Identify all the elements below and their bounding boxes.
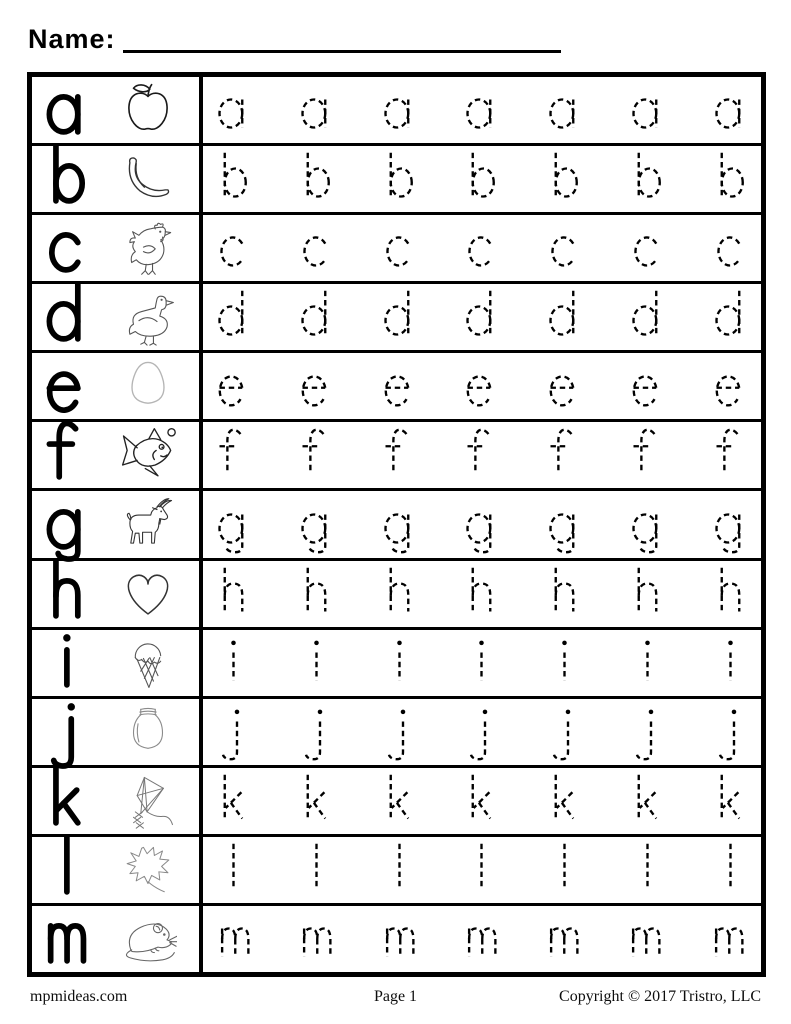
trace-letter-j bbox=[547, 704, 582, 760]
picture-wrap bbox=[96, 841, 199, 899]
trace-letter-d bbox=[547, 289, 582, 345]
solid-letter-wrap bbox=[38, 490, 96, 560]
trace-letter-m bbox=[545, 911, 584, 967]
trace-cell-e bbox=[203, 353, 761, 419]
chicken-icon bbox=[119, 219, 177, 277]
trace-letter-d bbox=[713, 289, 748, 345]
trace-letter-g bbox=[382, 497, 417, 553]
trace-letter-f bbox=[382, 427, 417, 483]
row-m bbox=[32, 903, 761, 972]
picture-wrap bbox=[96, 703, 199, 761]
name-label: Name: bbox=[28, 24, 116, 54]
trace-letter-e bbox=[630, 358, 665, 414]
trace-letter-g bbox=[547, 497, 582, 553]
heart-icon bbox=[119, 565, 177, 623]
trace-letter-k bbox=[216, 773, 251, 829]
trace-cell-l bbox=[203, 837, 761, 903]
solid-letter-h bbox=[45, 559, 89, 629]
trace-letter-g bbox=[299, 497, 334, 553]
picture-wrap bbox=[96, 634, 199, 692]
solid-letter-wrap bbox=[38, 75, 96, 145]
solid-letter-wrap bbox=[38, 282, 96, 352]
trace-letter-h bbox=[464, 566, 499, 622]
solid-letter-f bbox=[45, 420, 89, 490]
letter-cell-l bbox=[32, 837, 203, 903]
solid-letter-wrap bbox=[38, 628, 96, 698]
trace-cell-m bbox=[203, 906, 761, 972]
trace-cell-c bbox=[203, 215, 761, 281]
row-h bbox=[32, 558, 761, 627]
letter-cell-j bbox=[32, 699, 203, 765]
solid-letter-g bbox=[45, 490, 89, 560]
fish-icon bbox=[119, 426, 177, 484]
trace-letter-k bbox=[547, 773, 582, 829]
footer-website: mpmideas.com bbox=[30, 988, 128, 1005]
trace-letter-h bbox=[299, 566, 334, 622]
solid-letter-wrap bbox=[38, 213, 96, 283]
trace-letter-e bbox=[464, 358, 499, 414]
letter-cell-k bbox=[32, 768, 203, 834]
picture-wrap bbox=[96, 910, 199, 968]
trace-letter-k bbox=[713, 773, 748, 829]
trace-letter-i bbox=[382, 635, 417, 691]
egg-icon bbox=[119, 357, 177, 415]
trace-letter-c bbox=[464, 220, 499, 276]
kite-icon bbox=[119, 772, 177, 830]
trace-cell-f bbox=[203, 422, 761, 488]
trace-letter-i bbox=[547, 635, 582, 691]
trace-letter-c bbox=[630, 220, 665, 276]
letter-cell-g bbox=[32, 491, 203, 557]
solid-letter-m bbox=[43, 904, 91, 974]
trace-letter-h bbox=[382, 566, 417, 622]
trace-letter-f bbox=[216, 427, 251, 483]
solid-letter-c bbox=[45, 213, 89, 283]
trace-letter-c bbox=[713, 220, 748, 276]
trace-letter-b bbox=[382, 151, 417, 207]
leaf-icon bbox=[119, 841, 177, 899]
letter-cell-a bbox=[32, 77, 203, 143]
trace-letter-f bbox=[547, 427, 582, 483]
trace-letter-g bbox=[713, 497, 748, 553]
trace-letter-l bbox=[216, 842, 251, 898]
trace-letter-b bbox=[713, 151, 748, 207]
picture-wrap bbox=[96, 565, 199, 623]
picture-wrap bbox=[96, 219, 199, 277]
trace-letter-l bbox=[630, 842, 665, 898]
trace-letter-j bbox=[464, 704, 499, 760]
trace-letter-c bbox=[382, 220, 417, 276]
trace-letter-e bbox=[216, 358, 251, 414]
trace-letter-c bbox=[299, 220, 334, 276]
solid-letter-wrap bbox=[38, 559, 96, 629]
trace-letter-l bbox=[464, 842, 499, 898]
solid-letter-wrap bbox=[38, 697, 96, 767]
trace-letter-m bbox=[627, 911, 666, 967]
trace-letter-h bbox=[630, 566, 665, 622]
trace-cell-a bbox=[203, 77, 761, 143]
letter-cell-b bbox=[32, 146, 203, 212]
picture-wrap bbox=[96, 357, 199, 415]
trace-letter-k bbox=[299, 773, 334, 829]
duck-icon bbox=[119, 288, 177, 346]
trace-letter-m bbox=[381, 911, 420, 967]
letter-cell-i bbox=[32, 630, 203, 696]
solid-letter-a bbox=[45, 75, 89, 145]
banana-icon bbox=[119, 150, 177, 208]
trace-letter-k bbox=[630, 773, 665, 829]
trace-letter-l bbox=[382, 842, 417, 898]
trace-letter-a bbox=[216, 82, 251, 138]
trace-letter-f bbox=[299, 427, 334, 483]
trace-letter-b bbox=[630, 151, 665, 207]
trace-letter-l bbox=[713, 842, 748, 898]
trace-letter-f bbox=[630, 427, 665, 483]
solid-letter-k bbox=[45, 766, 89, 836]
trace-letter-m bbox=[298, 911, 337, 967]
trace-letter-c bbox=[216, 220, 251, 276]
trace-cell-h bbox=[203, 561, 761, 627]
trace-letter-i bbox=[713, 635, 748, 691]
row-k bbox=[32, 765, 761, 834]
trace-letter-l bbox=[299, 842, 334, 898]
trace-letter-a bbox=[630, 82, 665, 138]
trace-letter-e bbox=[382, 358, 417, 414]
trace-letter-m bbox=[710, 911, 749, 967]
trace-letter-e bbox=[547, 358, 582, 414]
name-header bbox=[28, 26, 561, 53]
jar-icon bbox=[119, 703, 177, 761]
solid-letter-wrap bbox=[38, 351, 96, 421]
trace-letter-e bbox=[299, 358, 334, 414]
letter-cell-h bbox=[32, 561, 203, 627]
trace-letter-i bbox=[299, 635, 334, 691]
trace-letter-b bbox=[216, 151, 251, 207]
picture-wrap bbox=[96, 150, 199, 208]
trace-letter-k bbox=[464, 773, 499, 829]
row-a bbox=[32, 77, 761, 143]
solid-letter-l bbox=[45, 835, 89, 905]
trace-letter-d bbox=[464, 289, 499, 345]
trace-letter-d bbox=[382, 289, 417, 345]
trace-letter-j bbox=[299, 704, 334, 760]
trace-letter-b bbox=[547, 151, 582, 207]
trace-cell-i bbox=[203, 630, 761, 696]
trace-letter-j bbox=[713, 704, 748, 760]
picture-wrap bbox=[96, 81, 199, 139]
letter-cell-c bbox=[32, 215, 203, 281]
trace-letter-d bbox=[299, 289, 334, 345]
trace-cell-b bbox=[203, 146, 761, 212]
goat-icon bbox=[119, 496, 177, 554]
trace-letter-a bbox=[382, 82, 417, 138]
trace-letter-m bbox=[463, 911, 502, 967]
name-underline-field[interactable] bbox=[123, 26, 561, 53]
picture-wrap bbox=[96, 426, 199, 484]
row-b bbox=[32, 143, 761, 212]
trace-letter-k bbox=[382, 773, 417, 829]
footer-copyright: Copyright © 2017 Tristro, LLC bbox=[559, 988, 762, 1005]
row-f bbox=[32, 419, 761, 488]
trace-letter-d bbox=[630, 289, 665, 345]
letter-cell-m bbox=[32, 906, 203, 972]
trace-letter-j bbox=[630, 704, 665, 760]
picture-wrap bbox=[96, 496, 199, 554]
solid-letter-wrap bbox=[38, 420, 96, 490]
trace-letter-g bbox=[216, 497, 251, 553]
trace-letter-i bbox=[630, 635, 665, 691]
solid-letter-d bbox=[45, 282, 89, 352]
trace-letter-f bbox=[713, 427, 748, 483]
apple-icon bbox=[119, 81, 177, 139]
footer bbox=[0, 988, 791, 1006]
trace-letter-a bbox=[547, 82, 582, 138]
footer-page-number: Page 1 bbox=[373, 988, 418, 1005]
trace-letter-h bbox=[547, 566, 582, 622]
trace-cell-j bbox=[203, 699, 761, 765]
trace-cell-g bbox=[203, 491, 761, 557]
solid-letter-e bbox=[45, 351, 89, 421]
letter-cell-e bbox=[32, 353, 203, 419]
trace-letter-m bbox=[216, 911, 255, 967]
row-g bbox=[32, 488, 761, 557]
solid-letter-wrap bbox=[38, 904, 96, 974]
letter-cell-d bbox=[32, 284, 203, 350]
solid-letter-j bbox=[45, 697, 89, 767]
trace-cell-k bbox=[203, 768, 761, 834]
picture-wrap bbox=[96, 288, 199, 346]
trace-letter-g bbox=[464, 497, 499, 553]
row-j bbox=[32, 696, 761, 765]
trace-letter-h bbox=[713, 566, 748, 622]
trace-letter-l bbox=[547, 842, 582, 898]
row-d bbox=[32, 281, 761, 350]
trace-letter-f bbox=[464, 427, 499, 483]
ice-cream-icon bbox=[119, 634, 177, 692]
trace-letter-j bbox=[216, 704, 251, 760]
trace-letter-e bbox=[713, 358, 748, 414]
solid-letter-wrap bbox=[38, 766, 96, 836]
trace-letter-a bbox=[713, 82, 748, 138]
letter-table bbox=[27, 72, 766, 977]
trace-letter-g bbox=[630, 497, 665, 553]
row-e bbox=[32, 350, 761, 419]
solid-letter-b bbox=[45, 144, 89, 214]
picture-wrap bbox=[96, 772, 199, 830]
letter-cell-f bbox=[32, 422, 203, 488]
trace-letter-b bbox=[299, 151, 334, 207]
mouse-icon bbox=[119, 910, 177, 968]
row-c bbox=[32, 212, 761, 281]
trace-cell-d bbox=[203, 284, 761, 350]
trace-letter-i bbox=[464, 635, 499, 691]
trace-letter-h bbox=[216, 566, 251, 622]
trace-letter-j bbox=[382, 704, 417, 760]
solid-letter-wrap bbox=[38, 144, 96, 214]
solid-letter-wrap bbox=[38, 835, 96, 905]
trace-letter-a bbox=[299, 82, 334, 138]
trace-letter-i bbox=[216, 635, 251, 691]
trace-letter-d bbox=[216, 289, 251, 345]
row-i bbox=[32, 627, 761, 696]
trace-letter-c bbox=[547, 220, 582, 276]
trace-letter-b bbox=[464, 151, 499, 207]
trace-letter-a bbox=[464, 82, 499, 138]
row-l bbox=[32, 834, 761, 903]
solid-letter-i bbox=[45, 628, 89, 698]
